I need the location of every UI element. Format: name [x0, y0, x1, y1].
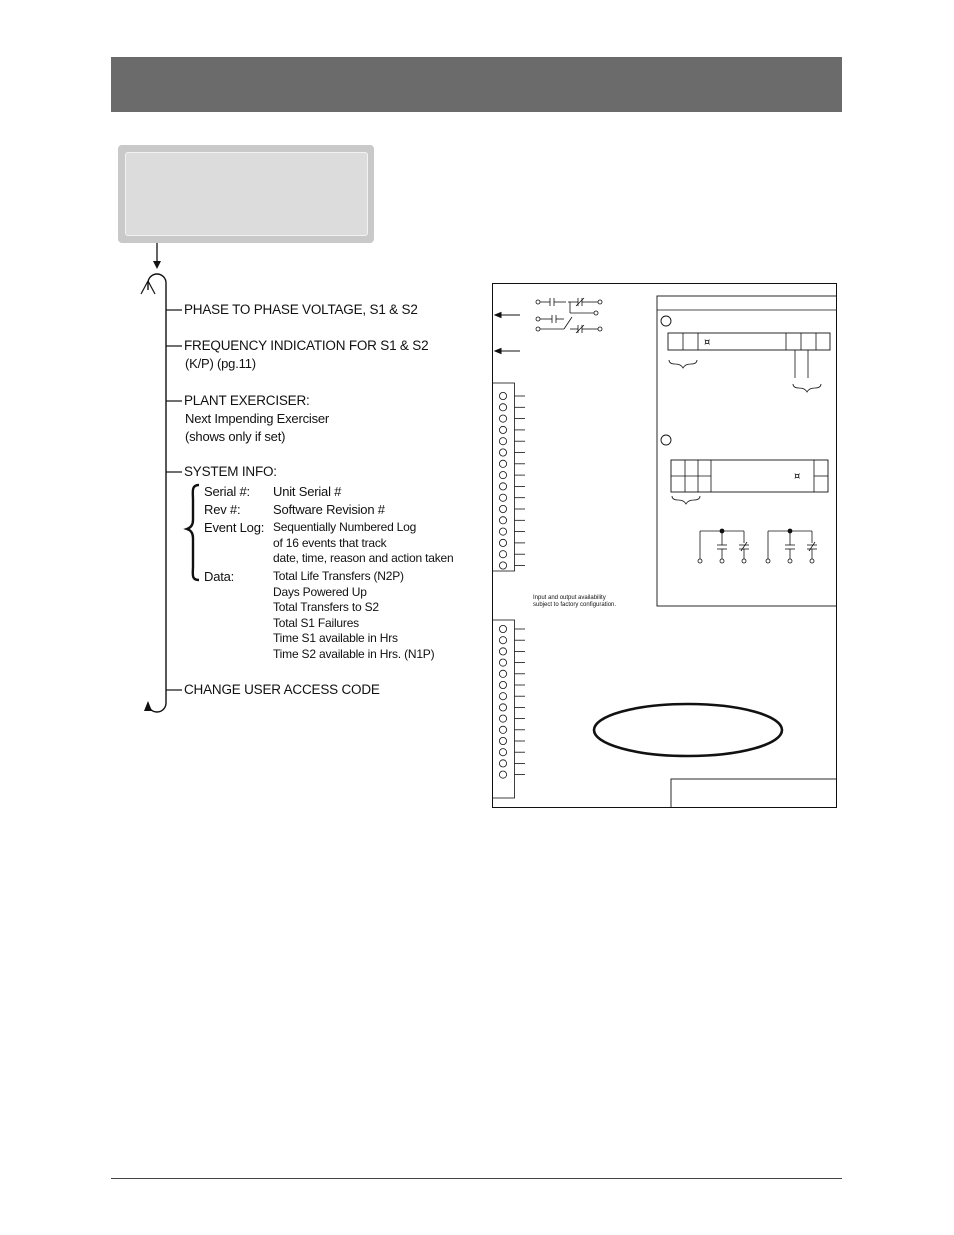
menu-item-change-access-code: CHANGE USER ACCESS CODE [184, 682, 380, 697]
system-info-serial-value: Unit Serial # [273, 484, 342, 499]
system-info-data-value-6: Time S2 available in Hrs. (N1P) [273, 646, 435, 661]
board-note-line-2: subject to factory configuration. [533, 602, 617, 608]
system-info-data-value-3: Total Transfers to S2 [273, 600, 379, 614]
board-note-line-1: Input and output availability [533, 595, 606, 601]
board-note [533, 595, 643, 609]
menu-item-plant-exerciser: PLANT EXERCISER: [184, 393, 310, 408]
system-info-serial-key: Serial #: [204, 484, 250, 499]
menu-item-system-info: SYSTEM INFO: [184, 464, 277, 479]
footer-rule [111, 1178, 842, 1179]
menu-item-frequency: FREQUENCY INDICATION FOR S1 & S2 [184, 338, 429, 353]
system-info-data-key: Data: [204, 569, 235, 584]
menu-item-phase-voltage: PHASE TO PHASE VOLTAGE, S1 & S2 [184, 302, 418, 317]
system-info-log-value-2: of 16 events that track [273, 536, 387, 550]
system-info-rev-key: Rev #: [204, 502, 241, 517]
system-info-rev-value: Software Revision # [273, 502, 385, 517]
menu-item-plant-exerciser-sub1: Next Impending Exerciser [185, 411, 330, 426]
relay-symbol-1: ¤ [704, 337, 711, 348]
system-info-log-key: Event Log: [204, 520, 265, 535]
menu-item-frequency-sub: (K/P) (pg.11) [185, 356, 256, 371]
system-info-log-value-1: Sequentially Numbered Log [273, 520, 417, 534]
system-info-log-value-3: date, time, reason and action taken [273, 551, 454, 565]
system-info-data-value-2: Days Powered Up [273, 584, 367, 599]
system-info-data-value-4: Total S1 Failures [273, 615, 359, 630]
controller-board-diagram [492, 283, 837, 808]
system-info-data-value-5: Time S1 available in Hrs [273, 631, 398, 645]
relay-symbol-2: ¤ [794, 471, 801, 482]
system-info-data-value-1: Total Life Transfers (N2P) [273, 569, 404, 583]
menu-item-plant-exerciser-sub2: (shows only if set) [185, 429, 286, 444]
